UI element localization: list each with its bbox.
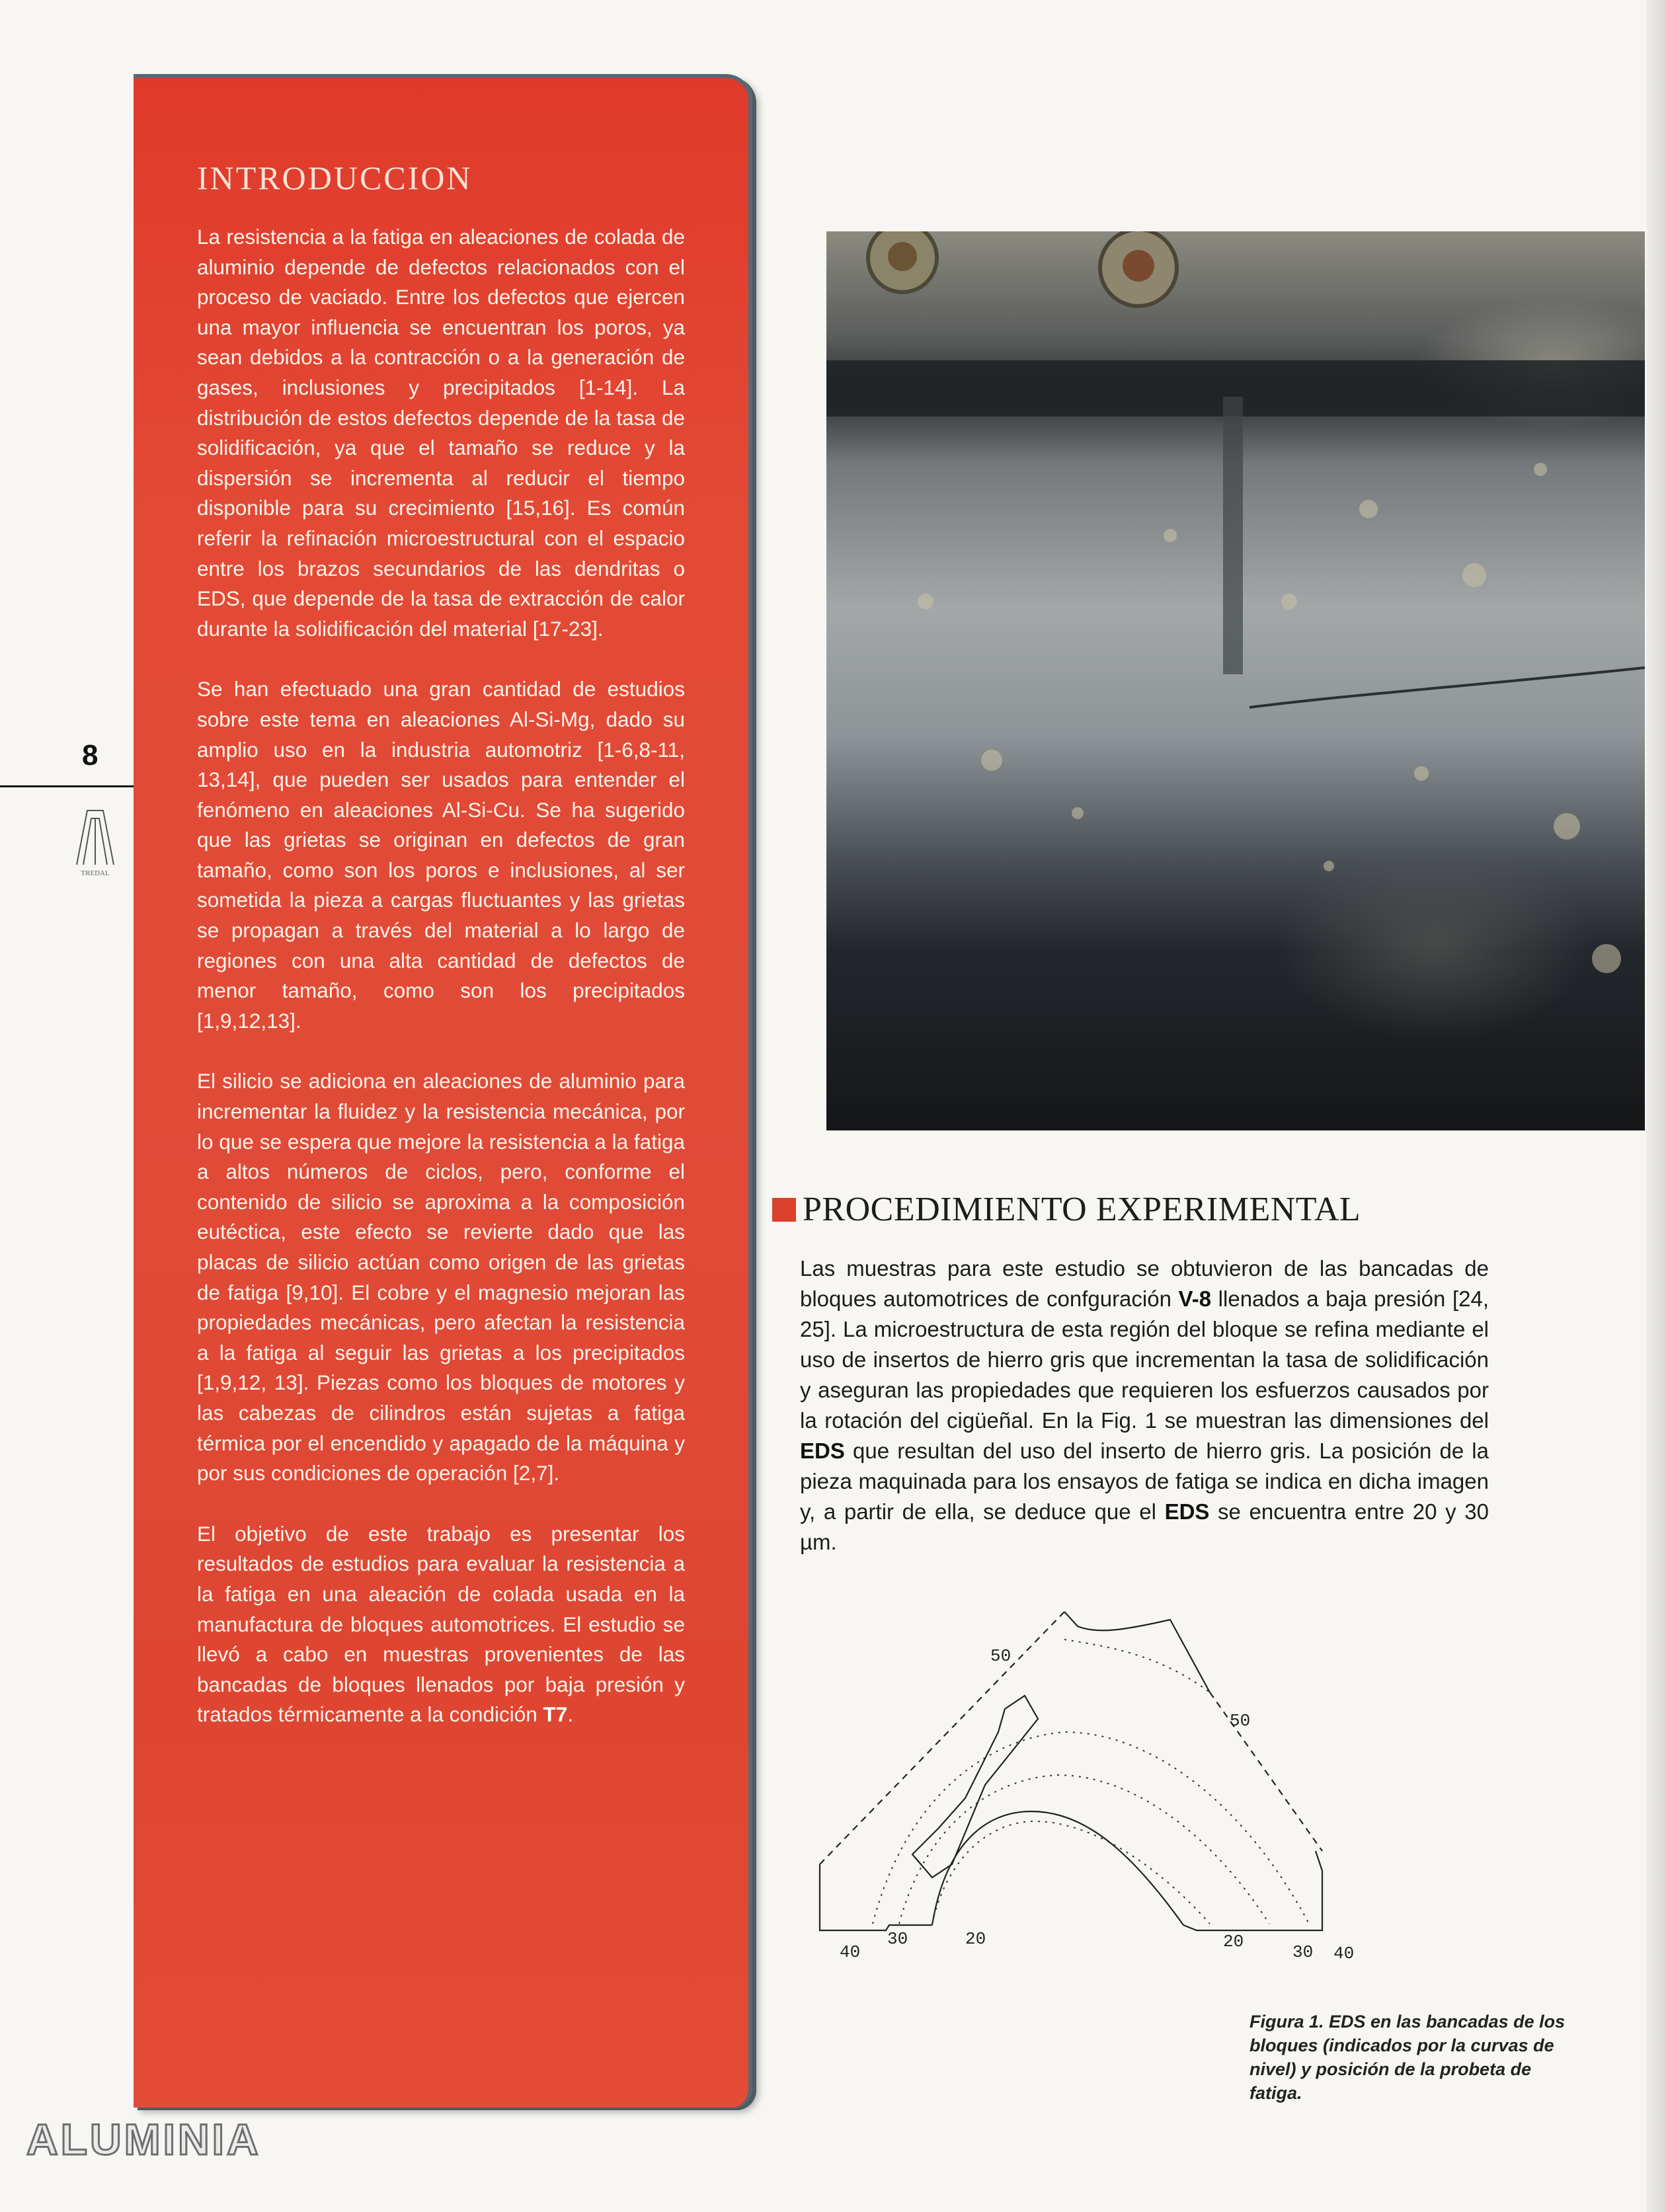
section-bullet-icon (772, 1198, 796, 1222)
label-20-right: 20 (1223, 1932, 1244, 1952)
proc-text-3: que resultan del uso del inserto de hierro gris. La posición de la pieza maquinada para los ensayos de fatiga se indica en dicha imagen y, a partir de ella, se deduce que el (800, 1439, 1489, 1524)
contour-50 (1064, 1639, 1210, 1692)
contour-30 (899, 1775, 1269, 1924)
proc-text-2: llenados a baja presión [24, 25]. La microestructura de esta región del bloque se refina mediante el uso de insertos de hierro gris que incrementan la tasa de solidificación y aseguran las propiedades que requieren los esfuerzos causados por la rotación del cigüeñal. En la Fig. 1 se muestran las dimensiones del (800, 1286, 1489, 1433)
page-number: 8 (82, 739, 99, 771)
label-50-left: 50 (990, 1646, 1012, 1666)
photo-crack (1250, 668, 1645, 707)
figure-1-diagram (813, 1600, 1408, 1970)
proc-bold-3: EDS (1164, 1499, 1210, 1524)
outline-top (1064, 1612, 1210, 1692)
figure-1-caption: Figura 1. EDS en las bancadas de los bloques (indicados por la curvas de nivel) y posición de la probeta de fatiga. (1250, 2012, 1566, 2103)
procedimiento-heading (772, 1190, 1361, 1229)
procedimiento-title: PROCEDIMIENTO EXPERIMENTAL (803, 1191, 1361, 1228)
bore-arch (932, 1811, 1183, 1925)
proc-bold-1: V-8 (1178, 1286, 1212, 1311)
outline-left-base (820, 1864, 932, 1930)
proc-text-4: se encuentra entre 20 y 30 µm. (800, 1499, 1489, 1554)
publisher-logo (63, 799, 127, 878)
photo-details (826, 231, 1645, 1130)
introduction-heading: INTRODUCCION (197, 159, 473, 196)
label-20-left: 20 (965, 1929, 986, 1949)
intro-last-text: El objetivo de este trabajo es presentar los resultados de estudios para evaluar la resistencia a la fatiga en una aleación de colada usada en la manufactura de bloques automotrices. El estudio se llevó a cabo en muestras provenientes de las bancadas de bloques llenados por baja presión y tratados térmicamente a la condición (197, 1521, 685, 1727)
photo-speckles (918, 463, 1621, 973)
intro-paragraph: La resistencia a la fatiga en aleaciones de colada de aluminio depende de defectos relacionados con el proceso de vaciado. Entre los defectos que ejercen una mayor influencia se encuentran los poros, ya sean debidos a la contracción o a la generación de gases, inclusiones y precipitados [1-14]. La distribución de estos defectos depende de la tasa de solidificación, ya que el tamaño se reduce y la dispersión se incrementa al reducir el tiempo disponible para su crecimiento [15,16]. Es común referir la refinación microestructural con el espacio entre los brazos secundarios de las dendritas o EDS, que depende de la tasa de extracción de calor durante la solidificación del material [17-23]. (197, 225, 685, 641)
label-50-right: 50 (1230, 1711, 1251, 1731)
engine-block-photo (826, 231, 1645, 1130)
intro-last-bold: T7 (543, 1702, 568, 1727)
proc-bold-2: EDS (800, 1439, 845, 1463)
outline-right-dashed (1210, 1692, 1322, 1851)
page-edge (1646, 0, 1666, 2212)
contour-curves (873, 1639, 1309, 1924)
intro-paragraph-last (197, 1519, 685, 1730)
photo-seam (1223, 397, 1243, 674)
bolt-left-head (888, 242, 917, 271)
introduction-content (197, 159, 685, 1760)
label-30-right: 30 (1292, 1942, 1314, 1962)
intro-paragraph: El silicio se adiciona en aleaciones de aluminio para incrementar la fluidez y la resistencia mecánica, por lo que se espera que mejore la resistencia a la fatiga a altos números de ciclos, pero, conforme el contenido de silicio se aproxima a la composición eutéctica, este efecto se revierte dado que las placas de silicio actúan como origen de las grietas de fatiga [9,10]. El cobre y el magnesio mejoran las propiedades mecánicas, pero afectan la resistencia a la fatiga al seguir las grietas a los precipitados [1,9,12, 13]. Piezas como los bloques de motores y las cabezas de cilindros están sujetas a fatiga térmica por el encendido y apagado de la máquina y por sus condiciones de operación [2,7]. (197, 1069, 685, 1485)
logo-text: TREDAL (81, 869, 110, 877)
bolt-right-head (1123, 250, 1154, 282)
page-number-rule (0, 785, 134, 787)
label-30-left: 30 (887, 1929, 908, 1949)
intro-paragraph: Se han efectuado una gran cantidad de estudios sobre este tema en aleaciones Al-Si-Mg, dado su amplio uso en la industria automotriz [1-6,8-11, 13,14], que pueden ser usados para entender el fenómeno en aleaciones Al-Si-Cu. Se ha sugerido que las grietas se originan en defectos de gran tamaño, como son los poros e inclusiones, al ser sometida la pieza a cargas fluctuantes y las grietas se propagan a través del material a lo largo de regiones con una alta cantidad de defectos de menor tamaño, como son los precipitados [1,9,12,13]. (197, 677, 685, 1033)
publication-brand: ALUMINIA (26, 2115, 261, 2164)
procedimiento-paragraph (800, 1253, 1489, 1558)
intro-last-end: . (567, 1702, 574, 1727)
introduction-panel (134, 74, 752, 2108)
label-40-right: 40 (1333, 1944, 1355, 1963)
outline-left-dashed (820, 1612, 1064, 1864)
contour-20 (932, 1821, 1210, 1924)
label-40-left: 40 (840, 1942, 861, 1962)
proc-text-1: Las muestras para este estudio se obtuvieron de las bancadas de bloques automotrices de confguración (800, 1256, 1489, 1311)
